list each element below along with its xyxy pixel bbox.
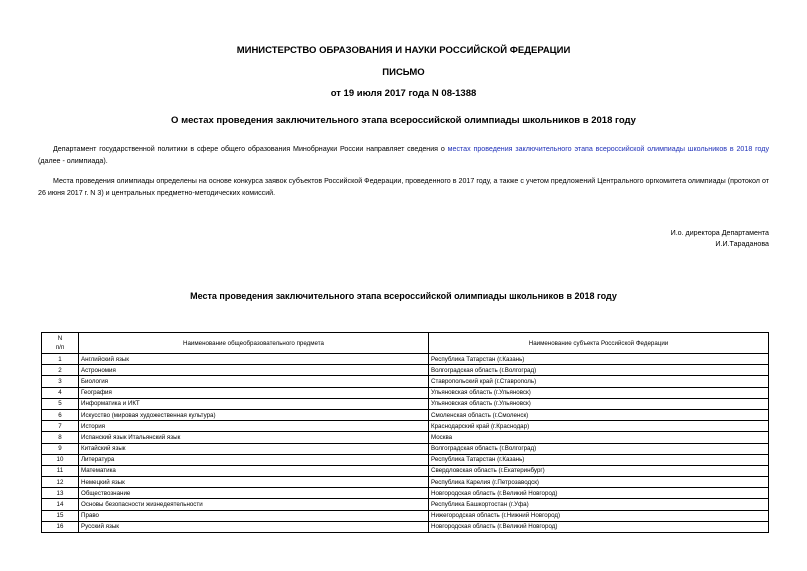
paragraph-intro <box>38 144 769 167</box>
subject-heading: О местах проведения заключительного этапа всероссийской олимпиады школьников в 2018 году <box>171 115 636 126</box>
region-cell: Новгородская область (г.Великий Новгород) <box>429 488 769 499</box>
table-row <box>42 387 769 398</box>
paragraph-basis <box>38 176 769 199</box>
subject-cell: История <box>79 421 429 432</box>
region-cell: Республика Татарстан (г.Казань) <box>429 454 769 465</box>
row-number-cell: 9 <box>42 443 79 454</box>
region-cell: Москва <box>429 432 769 443</box>
olympiad-places-table <box>41 332 769 533</box>
document-type-heading: ПИСЬМО <box>382 67 425 78</box>
region-cell: Свердловская область (г.Екатеринбург) <box>429 465 769 476</box>
row-number-cell: 2 <box>42 365 79 376</box>
region-cell: Волгоградская область (г.Волгоград) <box>429 443 769 454</box>
table-row <box>42 354 769 365</box>
table-row <box>42 477 769 488</box>
row-number-cell: 10 <box>42 454 79 465</box>
signature-position: И.о. директора Департамента <box>670 229 769 237</box>
row-number-cell: 15 <box>42 510 79 521</box>
table-row <box>42 465 769 476</box>
table-row <box>42 421 769 432</box>
table-row <box>42 409 769 420</box>
row-number-cell: 1 <box>42 354 79 365</box>
signature-name: И.И.Тараданова <box>715 240 769 248</box>
row-number-cell: 14 <box>42 499 79 510</box>
row-number-cell: 11 <box>42 465 79 476</box>
subject-cell: Испанский язык Итальянский язык <box>79 432 429 443</box>
table-row <box>42 510 769 521</box>
row-number-cell: 5 <box>42 398 79 409</box>
subject-cell: Литература <box>79 454 429 465</box>
table-header-row <box>42 333 769 354</box>
table-title: Места проведения заключительного этапа всероссийской олимпиады школьников в 2018 году <box>190 291 617 301</box>
region-cell: Республика Башкортостан (г.Уфа) <box>429 499 769 510</box>
region-cell: Республика Карелия (г.Петрозаводск) <box>429 477 769 488</box>
region-cell: Ульяновская область (г.Ульяновск) <box>429 387 769 398</box>
subject-cell: Китайский язык <box>79 443 429 454</box>
row-number-cell: 7 <box>42 421 79 432</box>
paragraph-basis-text: Места проведения олимпиады определены на основе конкурса заявок субъектов Российской Федерации, проведенного в 2017 году, а также с учетом предложений Центрального оргкомитета олимпиады (протокол от 26 июня 2017 г. N 3) и центральных предметно-методических комиссий. <box>38 177 769 197</box>
row-number-cell: 8 <box>42 432 79 443</box>
paragraph-intro-tail: (далее - олимпиада). <box>38 156 108 165</box>
table-body <box>42 354 769 533</box>
subject-cell: Основы безопасности жизнедеятельности <box>79 499 429 510</box>
places-link[interactable]: местах проведения заключительного этапа всероссийской олимпиады школьников в 2018 году <box>447 145 769 153</box>
row-number-cell: 12 <box>42 477 79 488</box>
subject-cell: География <box>79 387 429 398</box>
row-number-cell: 6 <box>42 409 79 420</box>
subject-cell: Английский язык <box>79 354 429 365</box>
col-num-header <box>42 333 79 354</box>
col-num-label: N <box>57 335 63 342</box>
subject-cell: Астрономия <box>79 365 429 376</box>
paragraph-intro-text: Департамент государственной политики в сфере общего образования Минобрнауки России направляет сведения о <box>53 145 448 153</box>
subject-cell: Обществознание <box>79 488 429 499</box>
region-cell: Смоленская область (г.Смоленск) <box>429 409 769 420</box>
subject-cell: Русский язык <box>79 521 429 532</box>
table-row <box>42 376 769 387</box>
col-subject-header: Наименование общеобразовательного предмета <box>79 333 429 354</box>
region-cell: Краснодарский край (г.Краснодар) <box>429 421 769 432</box>
row-number-cell: 13 <box>42 488 79 499</box>
table-row <box>42 521 769 532</box>
region-cell: Ставропольский край (г.Ставрополь) <box>429 376 769 387</box>
table-row <box>42 365 769 376</box>
region-cell: Новгородская область (г.Великий Новгород) <box>429 521 769 532</box>
ministry-heading: МИНИСТЕРСТВО ОБРАЗОВАНИЯ И НАУКИ РОССИЙСКОЙ ФЕДЕРАЦИИ <box>236 45 571 56</box>
region-cell: Республика Татарстан (г.Казань) <box>429 354 769 365</box>
row-number-cell: 16 <box>42 521 79 532</box>
col-num-sublabel: п/п <box>55 344 65 351</box>
subject-cell: Математика <box>79 465 429 476</box>
subject-cell: Право <box>79 510 429 521</box>
table-row <box>42 432 769 443</box>
subject-cell: Немецкий язык <box>79 477 429 488</box>
subject-cell: Биология <box>79 376 429 387</box>
region-cell: Нижегородская область (г.Нижний Новгород) <box>429 510 769 521</box>
row-number-cell: 3 <box>42 376 79 387</box>
row-number-cell: 4 <box>42 387 79 398</box>
col-region-header: Наименование субъекта Российской Федерации <box>429 333 769 354</box>
region-cell: Волгоградская область (г.Волгоград) <box>429 365 769 376</box>
region-cell: Ульяновская область (г.Ульяновск) <box>429 398 769 409</box>
table-row <box>42 443 769 454</box>
table-row <box>42 398 769 409</box>
date-number-heading: от 19 июля 2017 года N 08-1388 <box>330 88 477 99</box>
table-row <box>42 488 769 499</box>
table-row <box>42 499 769 510</box>
subject-cell: Информатика и ИКТ <box>79 398 429 409</box>
table-row <box>42 454 769 465</box>
subject-cell: Искусство (мировая художественная культура) <box>79 409 429 420</box>
